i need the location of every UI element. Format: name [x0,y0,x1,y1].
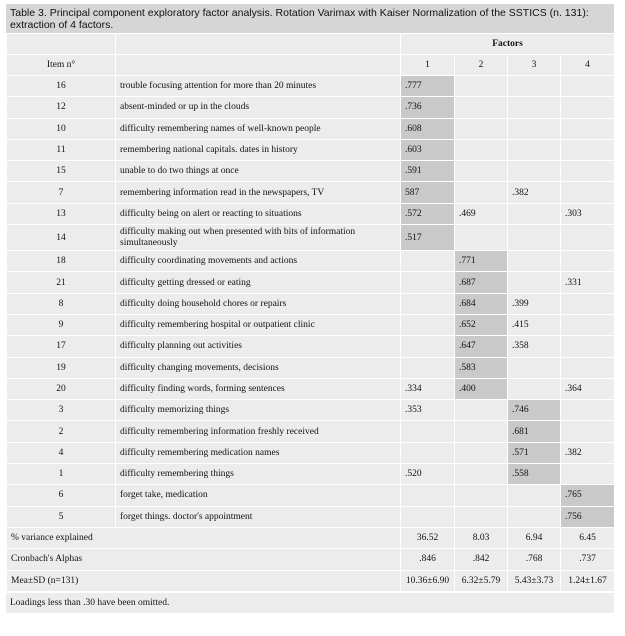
loading-factor-1: .353 [401,400,455,421]
table-caption: Table 3. Principal component exploratory factor analysis. Rotation Varimax with Kaiser Normalization of the SSTICS (n. 131): extraction of 4 factors. [6,4,614,33]
loading-factor-3 [508,378,561,399]
loading-factor-3 [508,203,561,224]
item-description: difficulty coordinating movements and actions [116,251,401,272]
summary-factor-1: .846 [401,549,455,570]
item-number: 5 [7,506,116,527]
item-description: difficulty remembering information freshly received [116,421,401,442]
loading-factor-2: .687 [455,272,508,293]
item-description: difficulty remembering things [116,464,401,485]
table-row [7,464,615,485]
loading-factor-2 [455,464,508,485]
loading-factor-3: .746 [508,400,561,421]
loading-factor-1 [401,357,455,378]
item-number: 3 [7,400,116,421]
loading-factor-4 [561,97,615,118]
loading-factor-3 [508,506,561,527]
table-figure [6,4,614,613]
loading-factor-4: .756 [561,506,615,527]
loading-factor-3 [508,139,561,160]
summary-factor-2: 8.03 [455,527,508,548]
loading-factor-2: .583 [455,357,508,378]
loading-factor-3: .558 [508,464,561,485]
table-row [7,506,615,527]
table-row [7,442,615,463]
item-description: absent-minded or up in the clouds [116,97,401,118]
summary-factor-1: 10.36±6.90 [401,570,455,591]
summary-factor-2: .842 [455,549,508,570]
loading-factor-3 [508,76,561,97]
loading-factor-1 [401,485,455,506]
item-number: 19 [7,357,116,378]
loading-factor-2: .647 [455,336,508,357]
loading-factor-1 [401,251,455,272]
summary-factor-3: 6.94 [508,527,561,548]
summary-factor-4: .737 [561,549,615,570]
loading-factor-3: .415 [508,314,561,335]
table-row [7,293,615,314]
loading-factor-4 [561,400,615,421]
factor-1-header: 1 [401,55,455,76]
mean-sd-row [7,570,615,591]
summary-label: Cronbach's Alphas [7,549,401,570]
loading-factor-3 [508,97,561,118]
cronbach-alpha-row [7,549,615,570]
item-number: 21 [7,272,116,293]
loading-factor-3: .382 [508,182,561,203]
loading-factor-1: .777 [401,76,455,97]
summary-factor-4: 1.24±1.67 [561,570,615,591]
item-description: difficulty finding words, forming sentences [116,378,401,399]
item-number: 17 [7,336,116,357]
loading-factor-4 [561,139,615,160]
item-number: 14 [7,225,116,251]
summary-label: Mea±SD (n=131) [7,570,401,591]
loading-factor-1: 587 [401,182,455,203]
loading-factor-1: .608 [401,118,455,139]
item-number: 8 [7,293,116,314]
loading-factor-4 [561,251,615,272]
loading-factor-4: .303 [561,203,615,224]
loading-factor-1: .591 [401,161,455,182]
loading-factor-4 [561,464,615,485]
item-number: 2 [7,421,116,442]
loading-factor-2: .771 [455,251,508,272]
item-number: 6 [7,485,116,506]
loading-factor-3: .399 [508,293,561,314]
loading-factor-1: .603 [401,139,455,160]
header-blank-1 [7,34,116,55]
loading-factor-4 [561,314,615,335]
table-row [7,357,615,378]
table-row [7,76,615,97]
item-description: remembering national capitals. dates in history [116,139,401,160]
loading-factor-4 [561,118,615,139]
loading-factor-1 [401,421,455,442]
loading-factor-3: .571 [508,442,561,463]
item-number-header: Item n° [7,55,116,76]
table-row [7,182,615,203]
loading-factor-4 [561,225,615,251]
table-row [7,203,615,224]
loading-factor-4 [561,182,615,203]
item-description: difficulty getting dressed or eating [116,272,401,293]
item-number: 18 [7,251,116,272]
item-number: 1 [7,464,116,485]
loading-factor-3 [508,251,561,272]
item-description: forget take, medication [116,485,401,506]
item-description: trouble focusing attention for more than 20 minutes [116,76,401,97]
loading-factor-3 [508,161,561,182]
item-description: difficulty changing movements, decisions [116,357,401,378]
loading-factor-2 [455,485,508,506]
table-row [7,251,615,272]
loading-factor-2 [455,97,508,118]
header-blank-2 [116,34,401,55]
summary-label: % variance explained [7,527,401,548]
loading-factor-1 [401,336,455,357]
loading-factor-3 [508,225,561,251]
table-footnote: Loadings less than .30 have been omitted. [6,592,614,613]
summary-factor-3: .768 [508,549,561,570]
table-row [7,485,615,506]
loading-factor-2 [455,76,508,97]
item-number: 4 [7,442,116,463]
loading-factor-2 [455,506,508,527]
item-description: difficulty remembering hospital or outpatient clinic [116,314,401,335]
loading-factor-1: .520 [401,464,455,485]
loading-factor-1 [401,506,455,527]
item-number: 11 [7,139,116,160]
loading-factor-2 [455,421,508,442]
item-number: 15 [7,161,116,182]
loading-factor-4 [561,161,615,182]
loading-factor-2 [455,161,508,182]
loading-factor-3 [508,357,561,378]
item-number: 16 [7,76,116,97]
table-row [7,118,615,139]
variance-explained-row [7,527,615,548]
table-row [7,97,615,118]
table-body [7,76,615,592]
loading-factor-4: .331 [561,272,615,293]
loading-factor-2: .469 [455,203,508,224]
loading-factor-3 [508,118,561,139]
loading-factor-1 [401,442,455,463]
loading-factor-4 [561,336,615,357]
item-description: unable to do two things at once [116,161,401,182]
loading-factor-4 [561,293,615,314]
loading-factor-4 [561,421,615,442]
loading-factor-3: .358 [508,336,561,357]
summary-factor-2: 6.32±5.79 [455,570,508,591]
table-row [7,161,615,182]
loading-factor-2 [455,225,508,251]
loading-factor-1 [401,293,455,314]
item-description: remembering information read in the newspapers, TV [116,182,401,203]
item-description: difficulty doing household chores or repairs [116,293,401,314]
loading-factor-2 [455,182,508,203]
item-number: 13 [7,203,116,224]
table-row [7,225,615,251]
loading-factor-3: .681 [508,421,561,442]
factor-2-header: 2 [455,55,508,76]
summary-factor-1: 36.52 [401,527,455,548]
loading-factor-2: .652 [455,314,508,335]
factor-3-header: 3 [508,55,561,76]
loading-factor-1 [401,314,455,335]
factor-analysis-table [6,33,615,592]
item-number: 9 [7,314,116,335]
summary-factor-4: 6.45 [561,527,615,548]
loading-factor-4: .364 [561,378,615,399]
loading-factor-2 [455,118,508,139]
loading-factor-2 [455,442,508,463]
item-number: 7 [7,182,116,203]
item-description: forget things. doctor's appointment [116,506,401,527]
loading-factor-3 [508,272,561,293]
loading-factor-2: .684 [455,293,508,314]
item-description: difficulty memorizing things [116,400,401,421]
item-description: difficulty remembering medication names [116,442,401,463]
loading-factor-2: .400 [455,378,508,399]
header-blank-3 [116,55,401,76]
loading-factor-4 [561,357,615,378]
table-row [7,272,615,293]
loading-factor-4 [561,76,615,97]
table-row [7,400,615,421]
table-row [7,314,615,335]
loading-factor-2 [455,139,508,160]
item-description: difficulty planning out activities [116,336,401,357]
table-row [7,139,615,160]
item-description: difficulty remembering names of well-known people [116,118,401,139]
summary-factor-3: 5.43±3.73 [508,570,561,591]
loading-factor-4: .382 [561,442,615,463]
table-row [7,421,615,442]
factors-header: Factors [401,34,615,55]
item-description: difficulty making out when presented with bits of information simultaneously [116,225,401,251]
loading-factor-3 [508,485,561,506]
item-description: difficulty being on alert or reacting to situations [116,203,401,224]
loading-factor-4: .765 [561,485,615,506]
loading-factor-1: .736 [401,97,455,118]
loading-factor-2 [455,400,508,421]
item-number: 10 [7,118,116,139]
loading-factor-1: .572 [401,203,455,224]
loading-factor-1 [401,272,455,293]
item-number: 20 [7,378,116,399]
loading-factor-1: .334 [401,378,455,399]
factor-4-header: 4 [561,55,615,76]
loading-factor-1: .517 [401,225,455,251]
table-row [7,378,615,399]
table-row [7,336,615,357]
item-number: 12 [7,97,116,118]
